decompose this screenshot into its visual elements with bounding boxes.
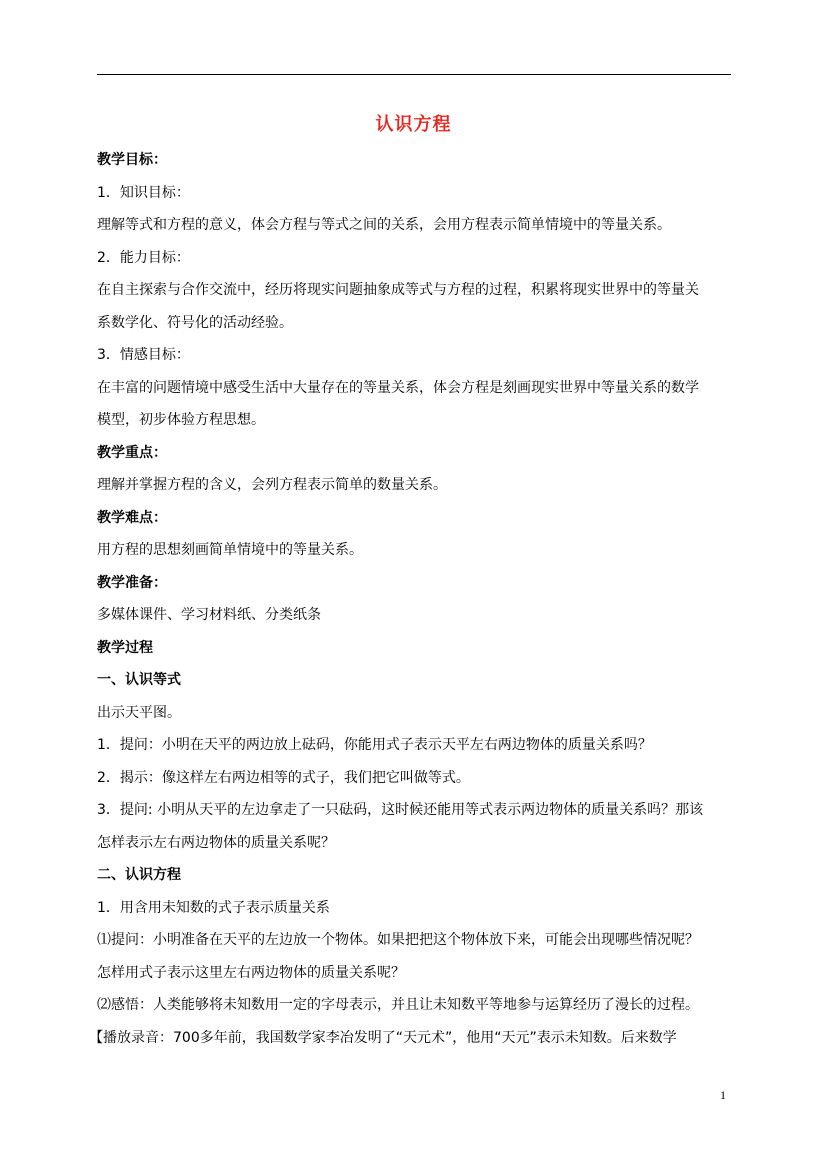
part1-question3-line1: 3．提问: 小明从天平的左边拿走了一只砝码，这时候还能用等式表示两边物体的质量关系吗？那该 — [97, 802, 704, 818]
goal2-text-line2: 系数学化、符号化的活动经验。 — [97, 314, 293, 331]
part2-sub2: ⑵感悟：人类能够将未知数用一定的字母表示，并且让未知数平等地参与运算经历了漫长的过程。 — [97, 997, 699, 1013]
prep-text: 多媒体课件、学习材料纸、分类纸条 — [97, 607, 321, 623]
goal3-text-line2: 模型，初步体验方程思想。 — [97, 412, 265, 428]
focus-heading: 教学重点： — [97, 444, 167, 461]
part2-heading: 二、认识方程 — [97, 867, 181, 883]
goal2-text-line1: 在自主探索与合作交流中，经历将现实问题抽象成等式与方程的过程，积累将现实世界中的等量关 — [97, 282, 699, 298]
page-number: 1 — [720, 1088, 726, 1102]
goal2-label: 2．能力目标： — [97, 249, 190, 266]
document-body — [89, 144, 737, 1054]
part1-question2: 2．揭示：像这样左右两边相等的式子，我们把它叫做等式。 — [97, 769, 470, 786]
goal3-label: 3．情感目标： — [97, 347, 190, 363]
difficulty-heading: 教学难点： — [97, 509, 167, 526]
difficulty-text: 用方程的思想刻画简单情境中的等量关系。 — [97, 542, 363, 558]
part2-audio: 【播放录音：700多年前，我国数学家李冶发明了“天元术”，他用“天元”表示未知数。后来数学 — [89, 1029, 677, 1046]
document-title: 认识方程 — [375, 114, 452, 135]
process-heading: 教学过程 — [97, 639, 153, 656]
goal1-text: 理解等式和方程的意义，体会方程与等式之间的关系，会用方程表示简单情境中的等量关系。 — [97, 217, 671, 233]
goal1-label: 1．知识目标： — [97, 184, 190, 201]
part2-sub1-line2: 怎样用式子表示这里左右两边物体的质量关系呢？ — [97, 964, 405, 981]
part2-sub1-line1: ⑴提问：小明准备在天平的左边放一个物体。如果把把这个物体放下来，可能会出现哪些情况呢？ — [97, 932, 699, 948]
header-rule — [97, 74, 731, 75]
prep-heading: 教学准备： — [97, 574, 167, 591]
part1-question3-line2: 怎样表示左右两边物体的质量关系呢？ — [97, 834, 335, 851]
goal-heading: 教学目标： — [97, 152, 167, 168]
part1-heading: 一、认识等式 — [97, 672, 181, 688]
part1-intro: 出示天平图。 — [97, 704, 181, 721]
focus-text: 理解并掌握方程的含义，会列方程表示简单的数量关系。 — [97, 477, 447, 493]
part1-question1: 1．提问：小明在天平的两边放上砝码，你能用式子表示天平左右两边物体的质量关系吗？ — [97, 737, 652, 753]
goal3-text-line1: 在丰富的问题情境中感受生活中大量存在的等量关系，体会方程是刻画现实世界中等量关系的数学 — [97, 379, 699, 396]
part2-item1: 1．用含用未知数的式子表示质量关系 — [97, 899, 330, 916]
